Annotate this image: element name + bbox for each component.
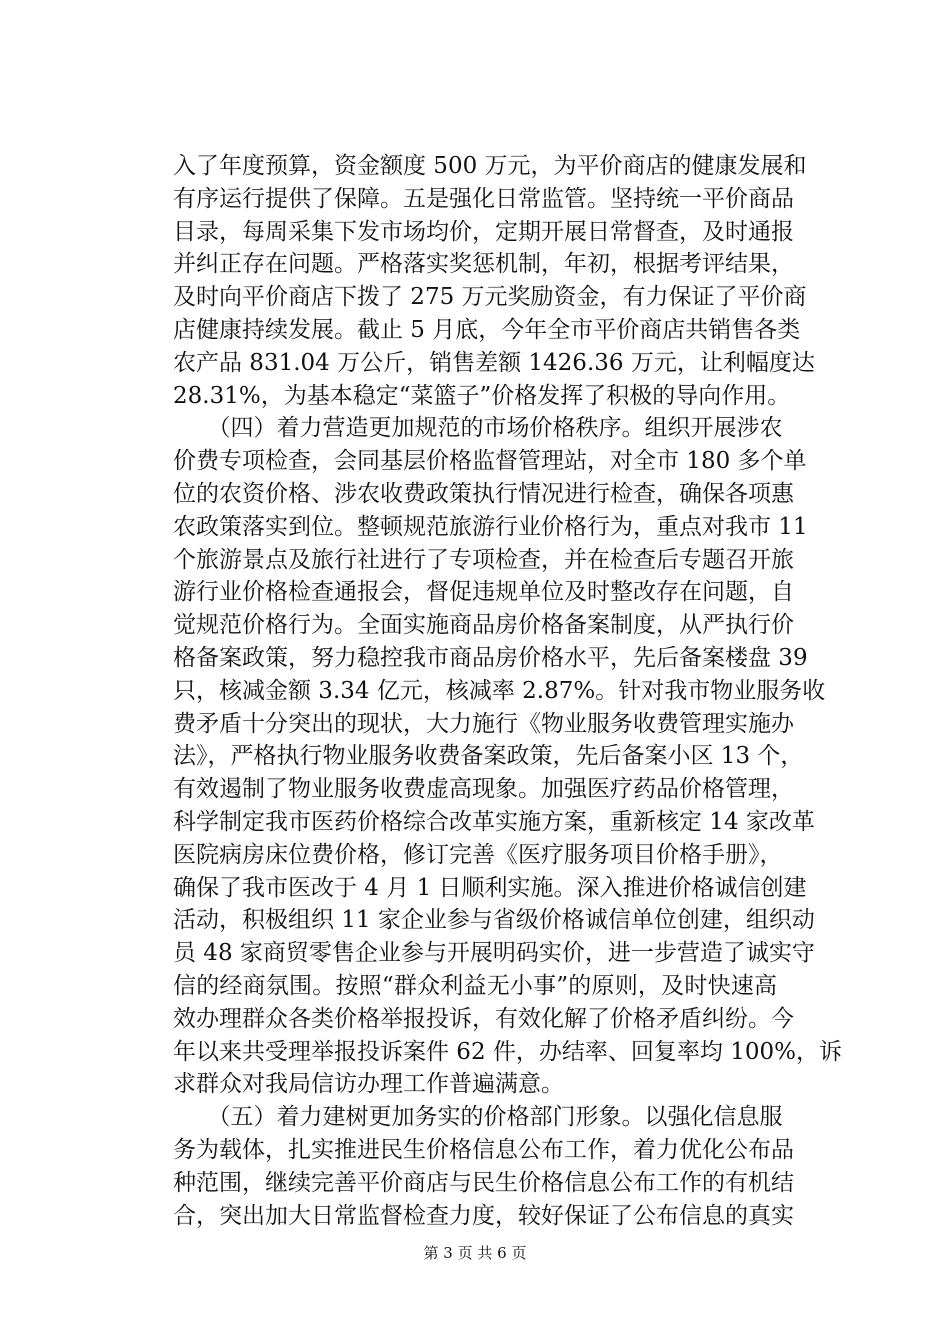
text-line: 费矛盾十分突出的现状，大力施行《物业服务收费管理实施办: [173, 710, 794, 737]
text-line: 科学制定我市医药价格综合改革实施方案，重新核定 14 家改革: [173, 808, 815, 835]
text-line: 只，核减金额 3.34 亿元，核减率 2.87%。针对我市物业服务收: [173, 677, 826, 704]
text-line: 店健康持续发展。截止 5 月底，今年全市平价商店共销售各类: [173, 316, 801, 343]
text-line: 有效遏制了物业服务收费虚高现象。加强医疗药品价格管理，: [173, 776, 794, 803]
text-line: 年以来共受理举报投诉案件 62 件，办结率、回复率均 100%，诉: [173, 1038, 842, 1065]
text-line: 农产品 831.04 万公斤，销售差额 1426.36 万元，让利幅度达: [173, 349, 815, 376]
text-line: 员 48 家商贸零售企业参与开展明码实价，进一步营造了诚实守: [173, 940, 815, 967]
text-line: 确保了我市医改于 4 月 1 日顺利实施。深入推进价格诚信创建: [173, 874, 807, 901]
text-line: 价费专项检查，会同基层价格监督管理站，对全市 180 多个单: [173, 448, 807, 475]
text-line: 农政策落实到位。整顿规范旅游行业价格行为，重点对我市 11: [173, 513, 808, 540]
text-line: 信的经商氛围。按照“群众利益无小事”的原则，及时快速高: [173, 972, 777, 999]
text-line: 28.31%，为基本稳定“菜篮子”价格发挥了积极的导向作用。: [173, 382, 791, 409]
text-line: 位的农资价格、涉农收费政策执行情况进行检查，确保各项惠: [173, 480, 794, 507]
text-line: 目录，每周采集下发市场均价，定期开展日常督查，及时通报: [173, 218, 794, 245]
text-line: 活动，积极组织 11 家企业参与省级价格诚信单位创建，组织动: [173, 907, 815, 934]
text-line: （五）着力建树更加务实的价格部门形象。以强化信息服: [173, 1104, 783, 1131]
text-line: 务为载体，扎实推进民生价格信息公布工作，着力优化公布品: [173, 1136, 794, 1163]
text-line: 入了年度预算，资金额度 500 万元，为平价商店的健康发展和: [173, 153, 807, 179]
text-line: 个旅游景点及旅行社进行了专项检查，并在检查后专题召开旅: [173, 546, 794, 573]
text-line: 有序运行提供了保障。五是强化日常监管。坚持统一平价商品: [173, 185, 794, 212]
text-line: 医院病房床位费价格，修订完善《医疗服务项目价格手册》，: [173, 841, 783, 868]
text-line: 效办理群众各类价格举报投诉，有效化解了价格矛盾纠纷。今: [173, 1005, 794, 1032]
text-line: 求群众对我局信访办理工作普遍满意。: [173, 1071, 564, 1098]
text-line: 游行业价格检查通报会，督促违规单位及时整改存在问题，自: [173, 579, 794, 606]
text-line: 觉规范价格行为。全面实施商品房价格备案制度，从严执行价: [173, 612, 794, 639]
page-footer: 第 3 页 共 6 页: [423, 1244, 527, 1262]
text-line: 种范围，继续完善平价商店与民生价格信息公布工作的有机结: [173, 1169, 794, 1196]
text-line: （四）着力营造更加规范的市场价格秩序。组织开展涉农: [173, 415, 783, 442]
text-line: 并纠正存在问题。严格落实奖惩机制，年初，根据考评结果，: [173, 251, 794, 278]
text-line: 法》，严格执行物业服务收费备案政策，先后备案小区 13 个，: [173, 743, 804, 770]
text-line: 格备案政策，努力稳控我市商品房价格水平，先后备案楼盘 39: [173, 644, 808, 671]
body-text: [173, 150, 842, 1232]
text-line: 合，突出加大日常监督检查力度，较好保证了公布信息的真实: [173, 1202, 794, 1229]
text-line: 及时向平价商店下拨了 275 万元奖励资金，有力保证了平价商: [173, 284, 807, 311]
